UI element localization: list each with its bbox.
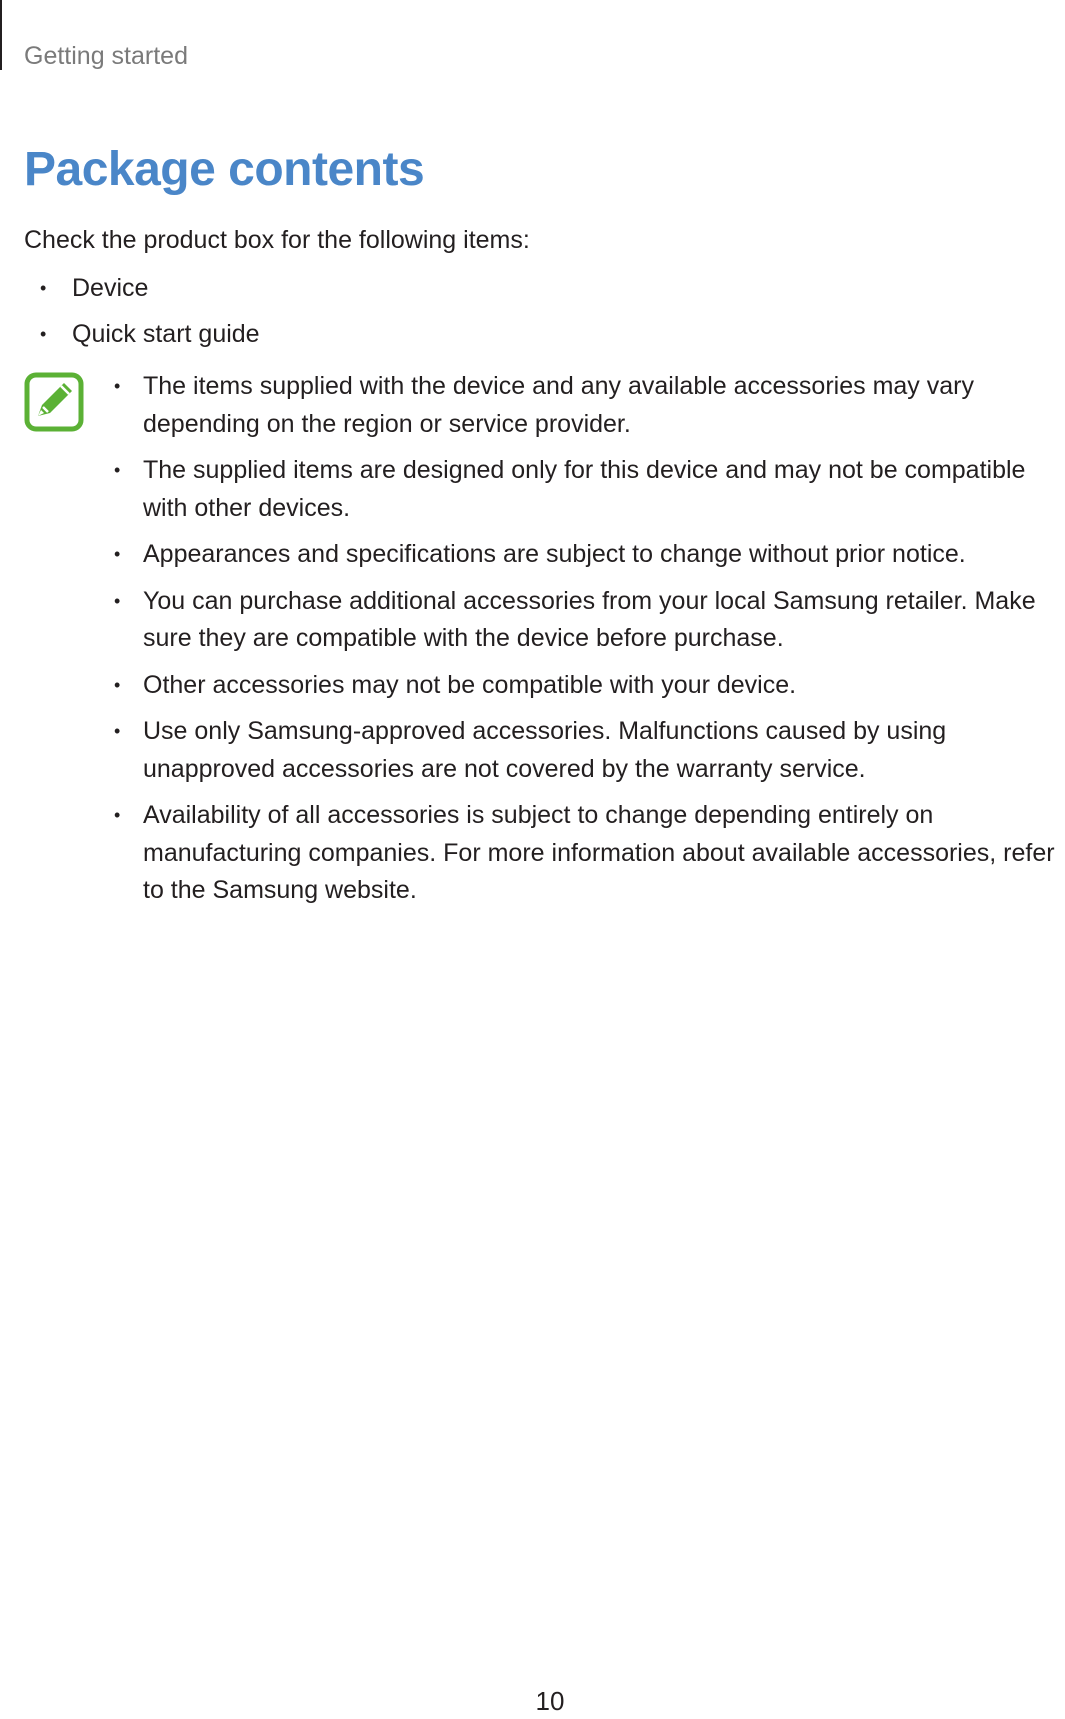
- note-text: The items supplied with the device and any available accessories may vary depending on the region or service provider.: [143, 372, 974, 438]
- bullet-icon: •: [114, 376, 121, 396]
- note-text: Appearances and specifications are subject to change without prior notice.: [143, 540, 966, 568]
- bullet-icon: •: [40, 324, 47, 344]
- page-title: Package contents: [24, 143, 425, 196]
- bullet-icon: •: [114, 805, 121, 825]
- list-item: [114, 667, 1064, 705]
- box-items-list: [24, 272, 260, 364]
- box-item-label: Quick start guide: [72, 320, 260, 348]
- note-pencil-icon: [24, 372, 84, 432]
- list-item: [114, 452, 1064, 527]
- note-text: The supplied items are designed only for this device and may not be compatible with other devices.: [143, 456, 1026, 522]
- bullet-icon: •: [114, 674, 121, 695]
- bullet-icon: •: [114, 721, 121, 741]
- header-rule: [0, 0, 2, 70]
- bullet-icon: •: [114, 544, 121, 564]
- bullet-icon: •: [40, 278, 47, 298]
- list-item: [24, 272, 260, 304]
- notes-list: [114, 368, 1064, 919]
- note-text: Use only Samsung-approved accessories. Malfunctions caused by using unapproved accessories are not covered by the warranty service.: [143, 717, 947, 783]
- bullet-icon: •: [114, 460, 121, 480]
- box-item-label: Device: [72, 274, 149, 302]
- list-item: [114, 536, 1064, 574]
- list-item: [114, 583, 1064, 658]
- bullet-icon: •: [114, 590, 121, 611]
- note-text: You can purchase additional accessories from your local Samsung retailer. Make sure they are compatible with the device before purchase.: [143, 586, 1036, 652]
- page-number: 10: [535, 1686, 565, 1716]
- intro-text: Check the product box for the following items:: [24, 226, 530, 254]
- list-item: [114, 797, 1064, 910]
- note-text: Other accessories may not be compatible with your device.: [143, 670, 797, 699]
- list-item: [24, 318, 260, 350]
- section-label: Getting started: [24, 42, 188, 70]
- list-item: [114, 368, 1064, 443]
- list-item: [114, 713, 1064, 788]
- note-text: Availability of all accessories is subject to change depending entirely on manufacturing companies. For more information about available accessories, refer to the Samsung website.: [143, 801, 1055, 904]
